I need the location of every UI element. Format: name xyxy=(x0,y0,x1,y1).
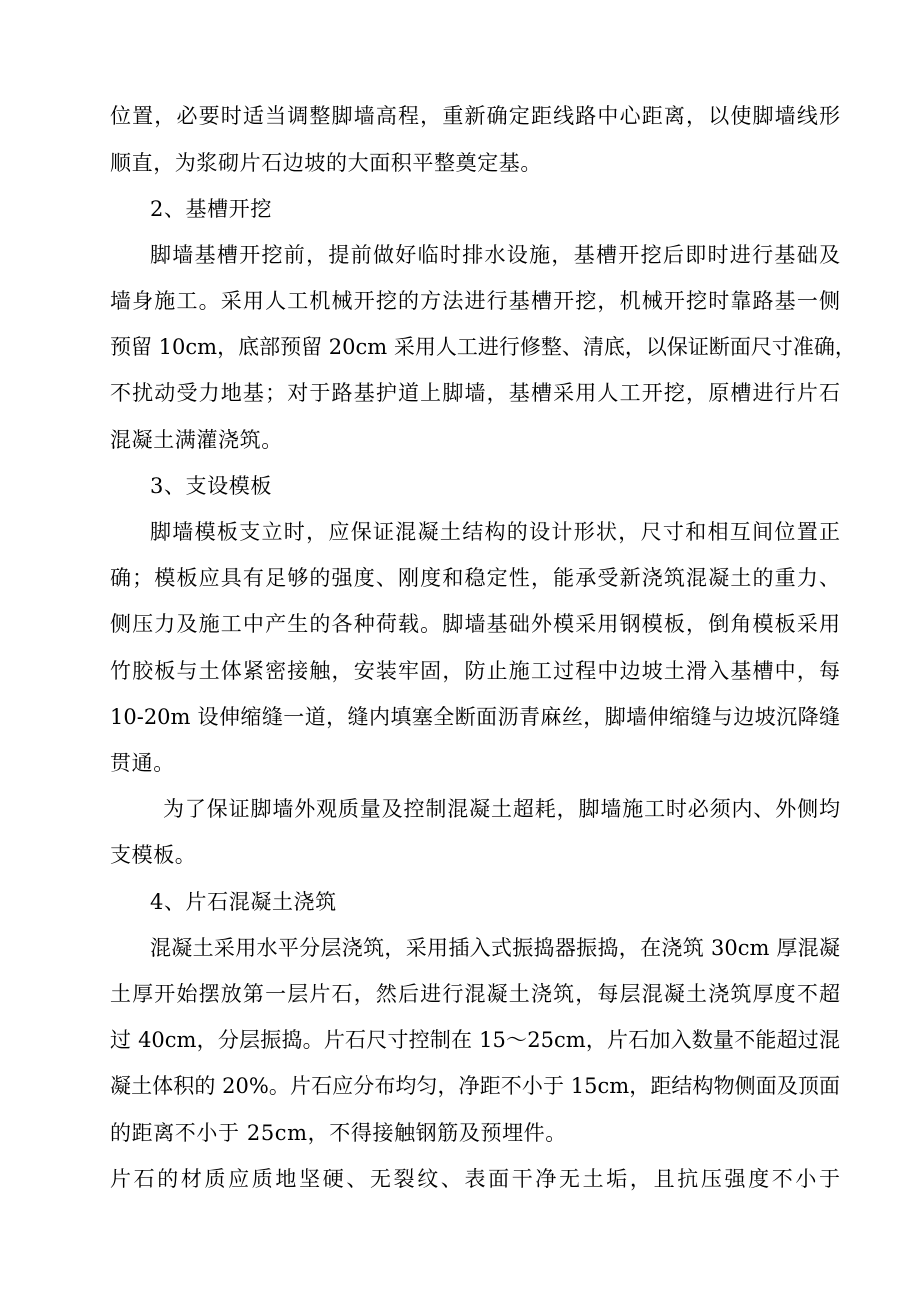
paragraph-line: 的距离不小于 25cm，不得接触钢筋及预埋件。 xyxy=(110,1121,567,1145)
paragraph-line: 混凝土采用水平分层浇筑，采用插入式振捣器振捣，在浇筑 30cm 厚混凝 xyxy=(150,936,840,960)
section-heading: 2、基槽开挖 xyxy=(150,197,272,221)
paragraph-line: 为了保证脚墙外观质量及控制混凝土超耗，脚墙施工时必须内、外侧均 xyxy=(163,797,840,821)
paragraph-line: 脚墙基槽开挖前，提前做好临时排水设施，基槽开挖后即时进行基础及 xyxy=(150,243,840,267)
paragraph-line: 位置，必要时适当调整脚墙高程，重新确定距线路中心距离，以使脚墙线形 xyxy=(110,104,840,128)
paragraph-line: 支模板。 xyxy=(110,843,197,867)
paragraph-line: 竹胶板与土体紧密接触，安装牢固，防止施工过程中边坡土滑入基槽中，每 xyxy=(110,659,840,683)
paragraph-line: 凝土体积的 20%。片石应分布均匀，净距不小于 15cm，距结构物侧面及顶面 xyxy=(110,1074,840,1098)
paragraph-line: 侧压力及施工中产生的各种荷载。脚墙基础外模采用钢模板，倒角模板采用 xyxy=(110,612,840,636)
paragraph-line: 土厚开始摆放第一层片石，然后进行混凝土浇筑，每层混凝土浇筑厚度不超 xyxy=(110,982,840,1006)
paragraph-line: 预留 10cm，底部预留 20cm 采用人工进行修整、清底，以保证断面尺寸准确， xyxy=(110,335,856,359)
paragraph-line: 10-20m 设伸缩缝一道，缝内填塞全断面沥青麻丝，脚墙伸缩缝与边坡沉降缝 xyxy=(110,705,840,729)
paragraph-line: 顺直，为浆砌片石边坡的大面积平整奠定基。 xyxy=(110,151,542,175)
paragraph-line: 混凝土满灌浇筑。 xyxy=(110,428,283,452)
paragraph-line: 脚墙模板支立时，应保证混凝土结构的设计形状，尺寸和相互间位置正 xyxy=(150,520,840,544)
paragraph-line: 贯通。 xyxy=(110,751,175,775)
paragraph-line: 确；模板应具有足够的强度、刚度和稳定性，能承受新浇筑混凝土的重力、 xyxy=(110,566,840,590)
paragraph-line: 过 40cm，分层振捣。片石尺寸控制在 15～25cm，片石加入数量不能超过混 xyxy=(110,1028,840,1052)
paragraph-line: 片石的材质应质地坚硬、无裂纹、表面干净无土垢，且抗压强度不小于 xyxy=(110,1167,840,1191)
paragraph-line: 墙身施工。采用人工机械开挖的方法进行基槽开挖，机械开挖时靠路基一侧 xyxy=(110,289,840,313)
paragraph-line: 不扰动受力地基；对于路基护道上脚墙，基槽采用人工开挖，原槽进行片石 xyxy=(110,381,840,405)
section-heading: 4、片石混凝土浇筑 xyxy=(150,890,337,914)
section-heading: 3、支设模板 xyxy=(150,474,272,498)
